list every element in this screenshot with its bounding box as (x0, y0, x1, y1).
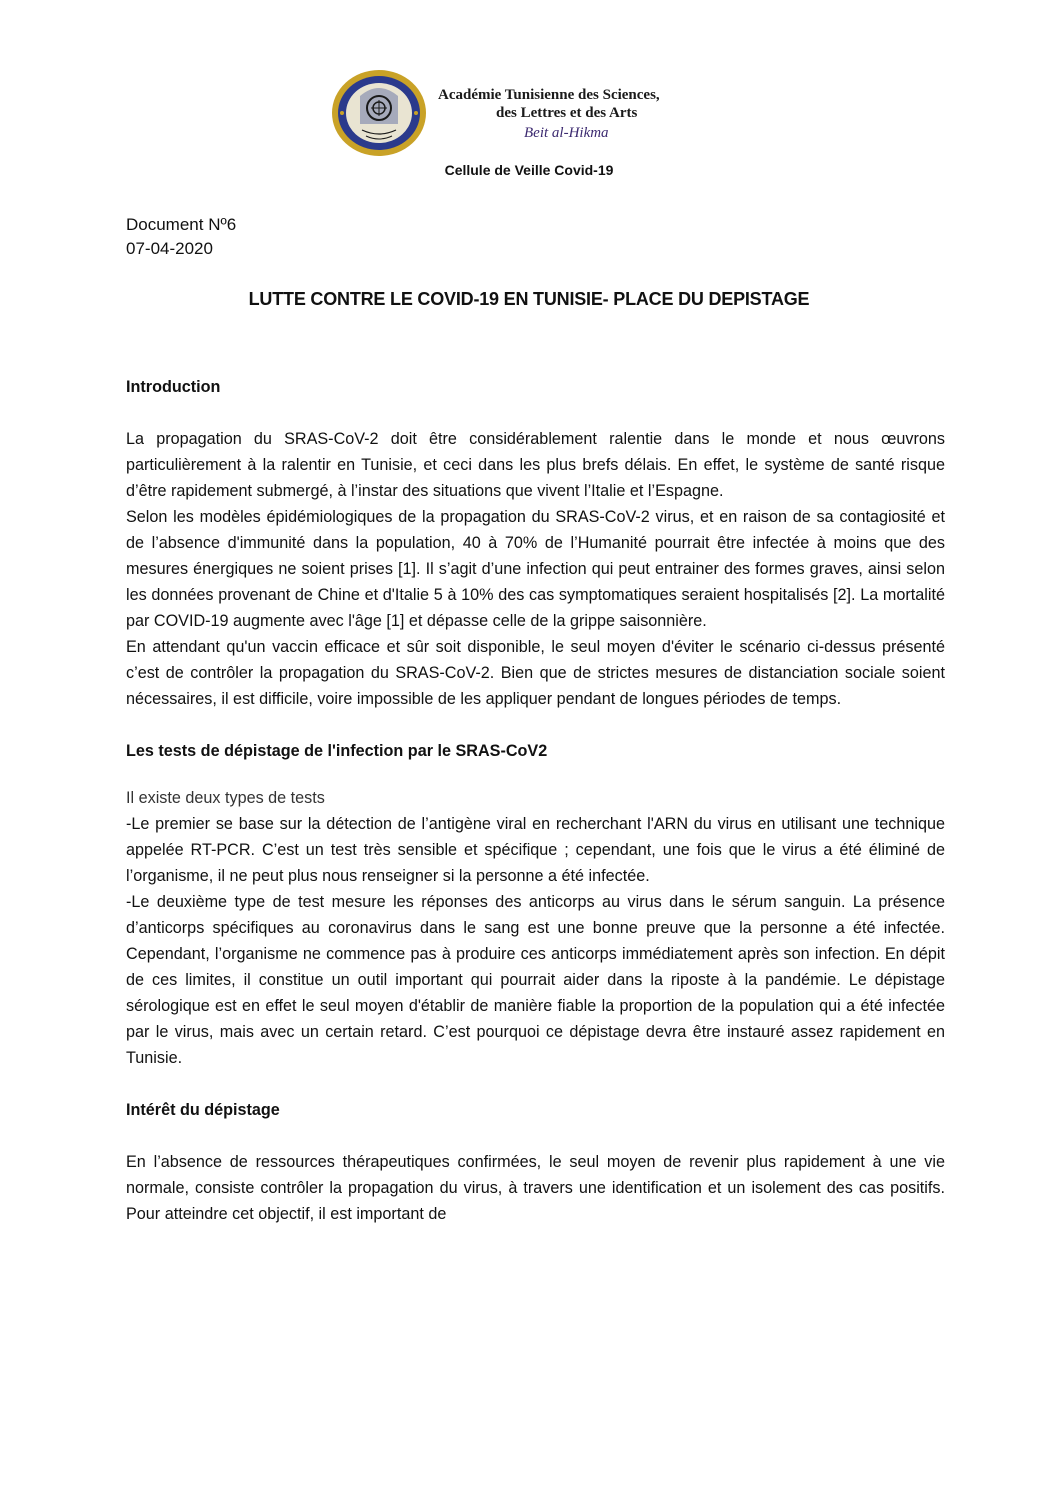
paragraph: Il existe deux types de tests (126, 789, 325, 807)
letterhead (330, 68, 750, 160)
paragraph: En attendant qu'un vaccin efficace et sûr soit disponible, le seul moyen d'éviter le scénario ci-dessus présenté c’est de contrôler la propagation du SRAS-CoV-2. Bien que de strictes mesures de distanciation sociale soient nécessaires, il est difficile, voire impossible de les appliquer pendant de longues périodes de temps. (126, 638, 945, 708)
document-meta (126, 213, 236, 261)
page-title: LUTTE CONTRE LE COVID-19 EN TUNISIE- PLACE DU DEPISTAGE (248, 289, 810, 309)
academy-seal-icon (330, 68, 428, 158)
cellule-heading: Cellule de Veille Covid-19 (444, 162, 614, 178)
institution-line-1: Académie Tunisienne des Sciences, (438, 87, 660, 103)
document-number: Document Nº6 (126, 215, 237, 234)
paragraph: -Le deuxième type de test mesure les réponses des anticorps au virus dans le sérum sanguin. La présence d’anticorps spécifiques au coronavirus dans le sang est une bonne preuve que la personne a été infectée. Cependant, l’organisme ne commence pas à produire ces anticorps immédiatement après son infection. En dépit de ces limites, il constitue un outil important qui pourrait aider dans la riposte à la pandémie. Le dépistage sérologique est en effet le seul moyen d'établir de manière fiable la proportion de la population qui a été infectée par le virus, mais avec un certain retard. C’est pourquoi ce dépistage devra être instauré assez rapidement en Tunisie. (126, 893, 945, 1067)
section-heading-tests: Les tests de dépistage de l'infection par le SRAS-CoV2 (126, 742, 548, 760)
paragraph: -Le premier se base sur la détection de l’antigène viral en recherchant l'ARN du virus en utilisant une technique appelée RT-PCR. C’est un test très sensible et spécifique ; cependant, une fois que le virus a été éliminé de l’organisme, il ne peut plus nous renseigner si la personne a été infectée. (126, 815, 945, 885)
document-body (126, 374, 945, 1227)
institution-name (438, 86, 660, 144)
section-heading-introduction: Introduction (126, 378, 221, 396)
document-date: 07-04-2020 (126, 239, 213, 258)
institution-line-2: des Lettres et des Arts (496, 105, 638, 121)
paragraph: La propagation du SRAS-CoV-2 doit être considérablement ralentie dans le monde et nous œuvrons particulièrement à la ralentir en Tunisie, et ceci dans les plus brefs délais. En effet, le système de santé risque d’être rapidement submergé, à l’instar des situations que vivent l’Italie et l’Espagne. (126, 430, 945, 500)
paragraph: Selon les modèles épidémiologiques de la propagation du SRAS-CoV-2 virus, et en raison de sa contagiosité et de l’absence d'immunité dans la population, 40 à 70% de l’Humanité pourrait être infectée à moins que des mesures énergiques ne soient prises [1]. Il s’agit d’une infection qui peut entrainer des formes graves, ainsi selon les données provenant de Chine et d'Italie 5 à 10% des cas symptomatiques seraient hospitalisés [2]. La mortalité par COVID-19 augmente avec l'âge [1] et dépasse celle de la grippe saisonnière. (126, 508, 945, 630)
section-heading-interet: Intérêt du dépistage (126, 1101, 280, 1119)
institution-line-3: Beit al-Hikma (524, 125, 609, 141)
paragraph: En l’absence de ressources thérapeutiques confirmées, le seul moyen de revenir plus rapidement à une vie normale, consiste contrôler la propagation du virus, à travers une identification et un isolement des cas positifs. Pour atteindre cet objectif, il est important de (126, 1153, 945, 1223)
